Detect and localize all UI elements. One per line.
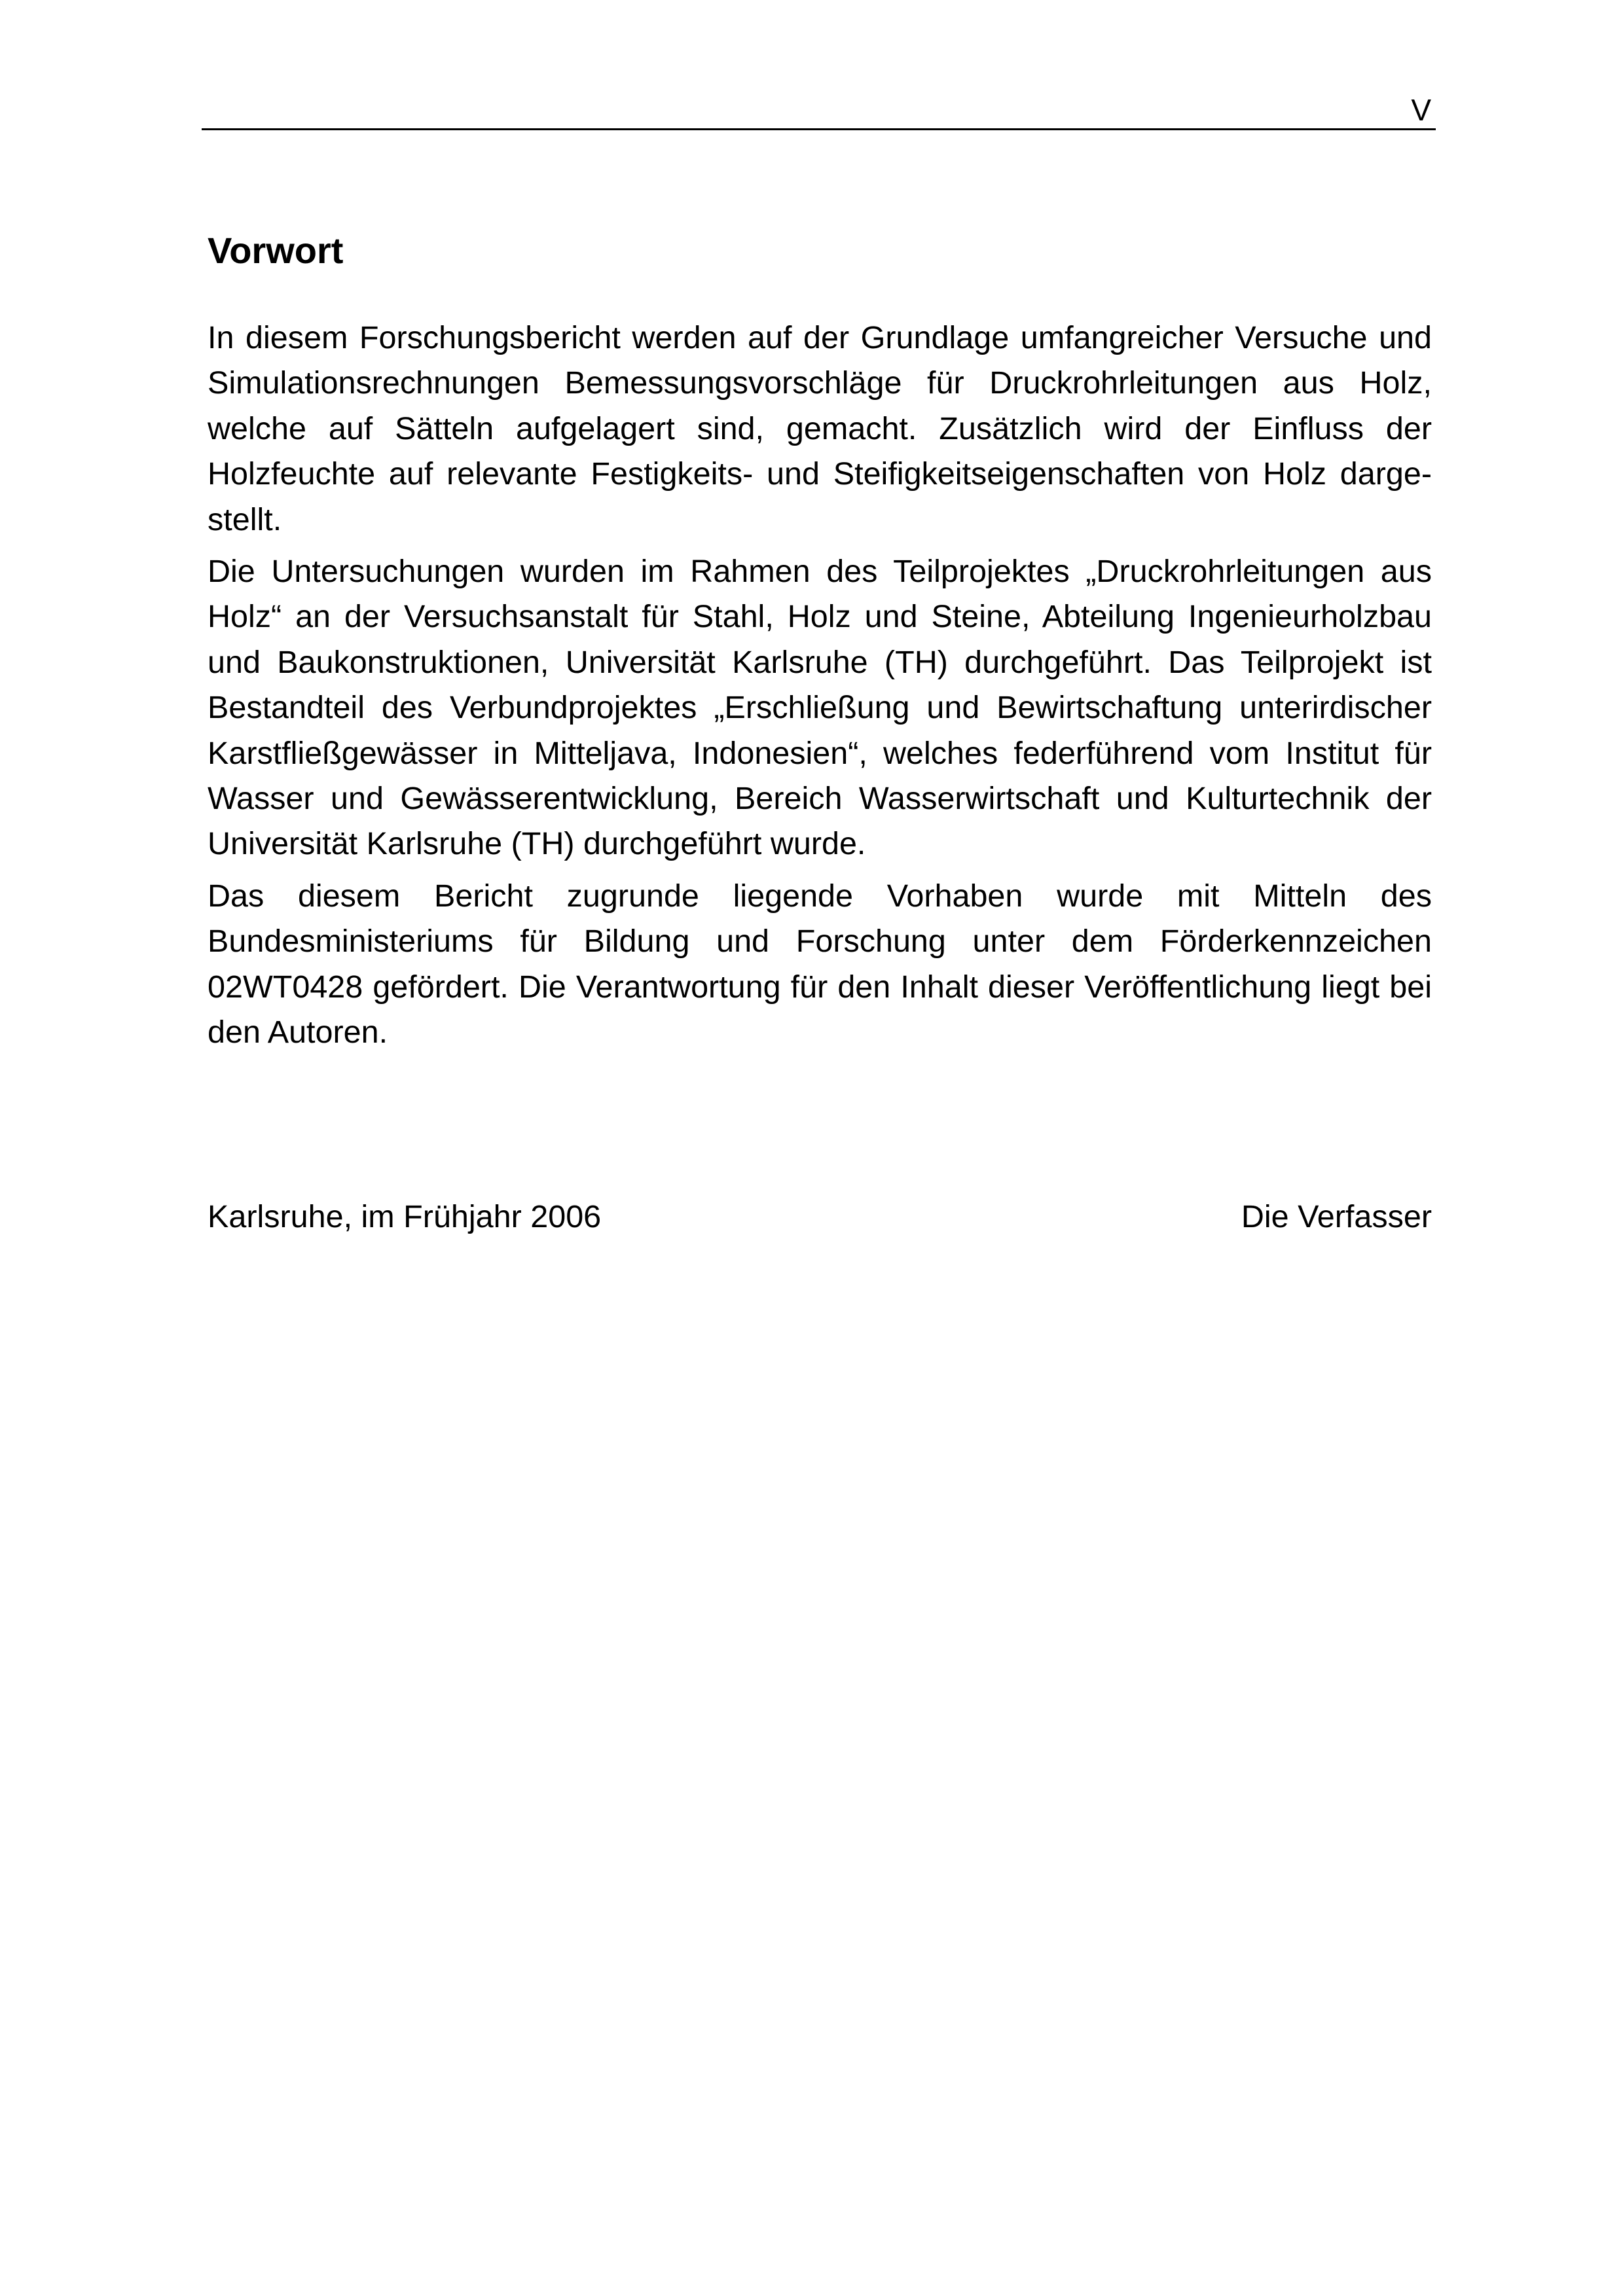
body-text bbox=[208, 315, 1432, 1062]
place-date: Karlsruhe, im Frühjahr 2006 bbox=[208, 1199, 602, 1234]
paragraph-introduction: In diesem Forschungsbericht werden auf der Grundlage umfangreicher Versuche und Simulationsrechnungen Bemessungsvorschläge für Druckrohrleitungen aus Holz, welche auf Sätteln aufgelagert sind, gemacht. Zusätzlich wird der Einfluss der Holzfeuchte auf relevante Festigkeits- und Steifigkeitseigenschaften von Holz dargestellt. bbox=[208, 320, 1432, 537]
signature-line bbox=[208, 1194, 1432, 1240]
page-number: V bbox=[1411, 93, 1431, 127]
paragraph-project-context: Die Untersuchungen wurden im Rahmen des Teilprojektes „Druckrohrleitungen aus Holz“ an der Versuchsanstalt für Stahl, Holz und Steine, Abteilung Ingenieurholzbau und Baukonstruktionen, Universität Karlsruhe (TH) durchgeführt. Das Teilprojekt ist Bestandteil des Verbundprojektes „Erschließung und Bewirtschaftung unterirdischer Karstfließgewässer in Mitteljava, Indonesien“, welches federführend vom Institut für Wasser und Gewässerentwicklung, Bereich Wasserwirtschaft und Kulturtechnik der Universität Karlsruhe (TH) durchgeführt wurde. bbox=[208, 554, 1432, 862]
author-signature: Die Verfasser bbox=[1241, 1199, 1432, 1234]
page-title: Vorwort bbox=[208, 230, 344, 271]
header-rule bbox=[202, 128, 1436, 130]
paragraph-funding: Das diesem Bericht zugrunde liegende Vorhaben wurde mit Mitteln des Bundesministeriums für Bildung und Forschung unter dem Förderkennzeichen 02WT0428 gefördert. Die Verantwortung für den Inhalt dieser Veröffentlichung liegt bei den Autoren. bbox=[208, 878, 1432, 1050]
